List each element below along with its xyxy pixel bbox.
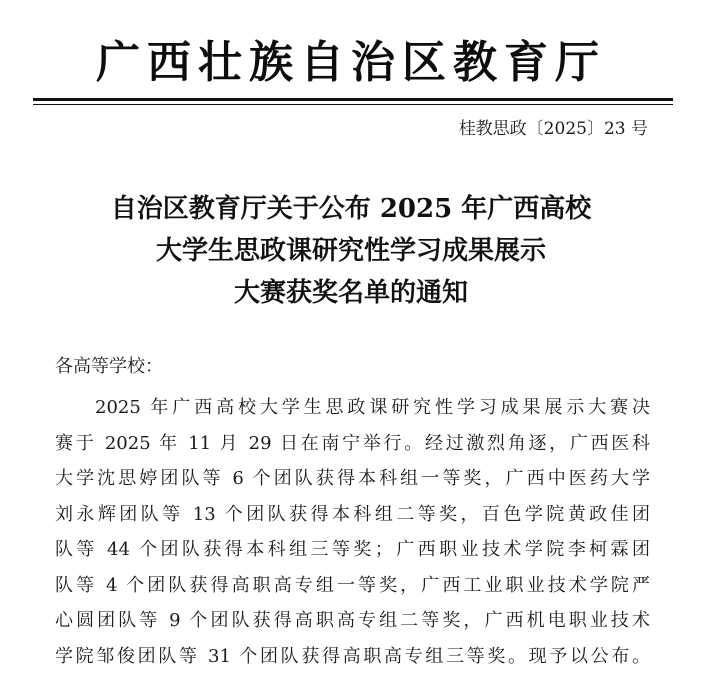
document-title <box>0 188 702 314</box>
body-line: 2025 年广西高校大学生思政课研究性学习成果展示大赛决 <box>95 397 650 418</box>
title-line: 自治区教育厅关于公布 2025 年广西高校 <box>110 194 592 224</box>
body-line: 队等 44 个团队获得本科组三等奖；广西职业技术学院李柯霖团 <box>55 539 650 560</box>
title-line: 大学生思政课研究性学习成果展示 <box>155 236 546 266</box>
body-line: 刘永辉团队等 13 个团队获得本科组二等奖，百色学院黄政佳团 <box>55 503 650 525</box>
header-divider-thin <box>33 104 673 105</box>
header-divider-thick <box>33 98 673 101</box>
issuing-organization-header: 广西壮族自治区教育厅 <box>96 37 606 88</box>
body-line: 学院邹俊团队等 31 个团队获得高职高专组三等奖。现予以公布。 <box>55 645 650 667</box>
body-line: 大学沈思婷团队等 6 个团队获得本科组一等奖，广西中医药大学 <box>55 468 650 489</box>
document-number: 桂教思政〔2025〕23 号 <box>458 119 648 139</box>
body-paragraph <box>55 390 650 673</box>
body-line: 心圆团队等 9 个团队获得高职高专组二等奖，广西机电职业技术 <box>55 610 650 631</box>
title-line: 大赛获奖名单的通知 <box>233 278 468 308</box>
salutation: 各高等学校： <box>55 356 163 377</box>
body-line: 赛于 2025 年 11 月 29 日在南宁举行。经过激烈角逐，广西医科 <box>55 432 650 454</box>
body-line: 队等 4 个团队获得高职高专组一等奖，广西工业职业技术学院严 <box>55 574 650 596</box>
